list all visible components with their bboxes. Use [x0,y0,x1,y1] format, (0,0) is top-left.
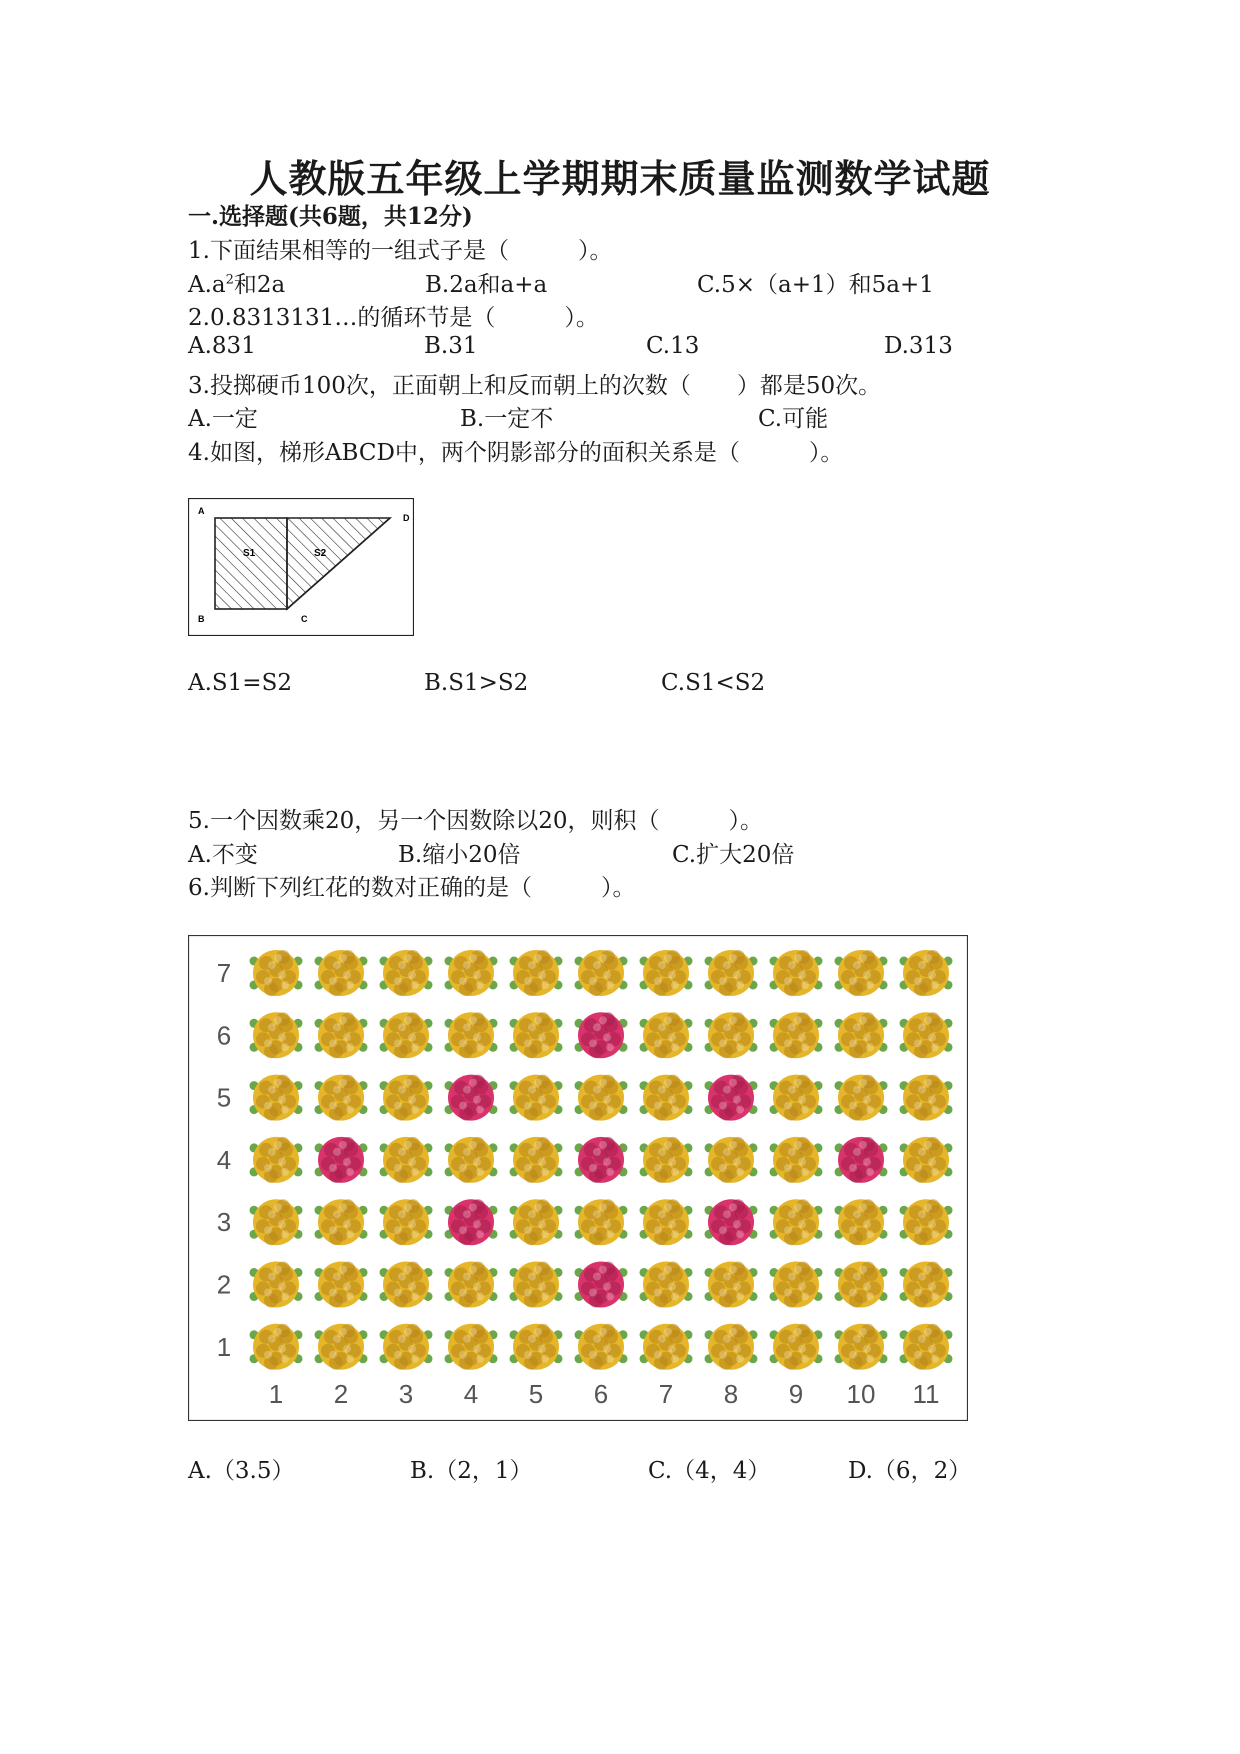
question-6-option-d: D.（6，2） [848,1458,972,1484]
region-s1-label: S1 [243,548,256,559]
column-label: 2 [333,1379,349,1409]
page-title: 人教版五年级上学期期末质量监测数学试题 [249,156,991,201]
question-2-option-d: D.313 [884,333,953,359]
column-label: 4 [463,1379,479,1409]
question-2-option-a: A.831 [188,333,256,359]
row-label: 7 [216,958,232,988]
question-6-option-c: C.（4，4） [648,1458,771,1484]
question-5-option-c: C.扩大20倍 [672,842,795,868]
flower-grid-figure [188,935,968,1421]
column-label: 1 [268,1379,284,1409]
question-1-option-a [188,266,285,299]
row-label: 6 [216,1020,232,1051]
question-5-stem: 5.一个因数乘20，另一个因数除以20，则积（ ）。 [188,808,763,834]
column-label: 7 [658,1379,674,1409]
region-s2-label: S2 [314,548,327,559]
section-heading: 一.选择题(共6题，共12分) [188,203,473,230]
column-label: 10 [846,1379,876,1409]
question-1-option-c: C.5×（a+1）和5a+1 [697,272,934,298]
vertex-d-label: D [403,513,410,523]
question-1-stem: 1.下面结果相等的一组式子是（ ）。 [188,238,613,264]
column-label: 3 [398,1379,414,1409]
row-label: 4 [216,1144,232,1175]
column-label: 11 [912,1379,940,1409]
question-5-option-b: B.缩小20倍 [398,842,521,868]
question-1-option-b: B.2a和a+a [425,272,548,298]
vertex-b-label: B [198,614,205,624]
question-4-option-c: C.S1<S2 [661,670,766,696]
question-2-stem: 2.0.8313131…的循环节是（ ）。 [188,305,599,331]
vertex-a-label: A [198,506,205,516]
question-5-option-a: A.不变 [188,842,258,868]
column-label: 6 [593,1379,609,1409]
vertex-c-label: C [301,614,308,624]
column-label: 9 [788,1379,804,1409]
row-label: 3 [216,1207,232,1238]
column-label: 8 [723,1379,739,1409]
question-3-stem: 3.投掷硬币100次，正面朝上和反而朝上的次数（ ）都是50次。 [188,373,882,399]
question-2-option-c: C.13 [646,333,700,359]
question-6-stem: 6.判断下列红花的数对正确的是（ ）。 [188,875,636,901]
option-a-base: A.a [188,272,226,298]
question-3-option-b: B.一定不 [460,406,554,432]
option-a-rest: 和2a [233,272,286,298]
question-4-option-b: B.S1>S2 [424,670,529,696]
option-a-exponent: 2 [225,272,234,288]
row-label: 2 [216,1269,232,1300]
shaded-region-s1 [215,518,287,609]
question-2-option-b: B.31 [424,333,478,359]
question-4-stem: 4.如图，梯形ABCD中，两个阴影部分的面积关系是（ ）。 [188,440,844,466]
column-label: 5 [528,1379,544,1409]
trapezoid-figure [188,498,414,636]
question-6-option-a: A.（3.5） [188,1458,295,1484]
question-6-option-b: B.（2，1） [410,1458,533,1484]
question-4-option-a: A.S1=S2 [188,670,292,696]
row-label: 5 [216,1082,232,1113]
row-label: 1 [216,1331,232,1362]
question-3-option-a: A.一定 [188,406,258,432]
question-3-option-c: C.可能 [758,406,829,432]
